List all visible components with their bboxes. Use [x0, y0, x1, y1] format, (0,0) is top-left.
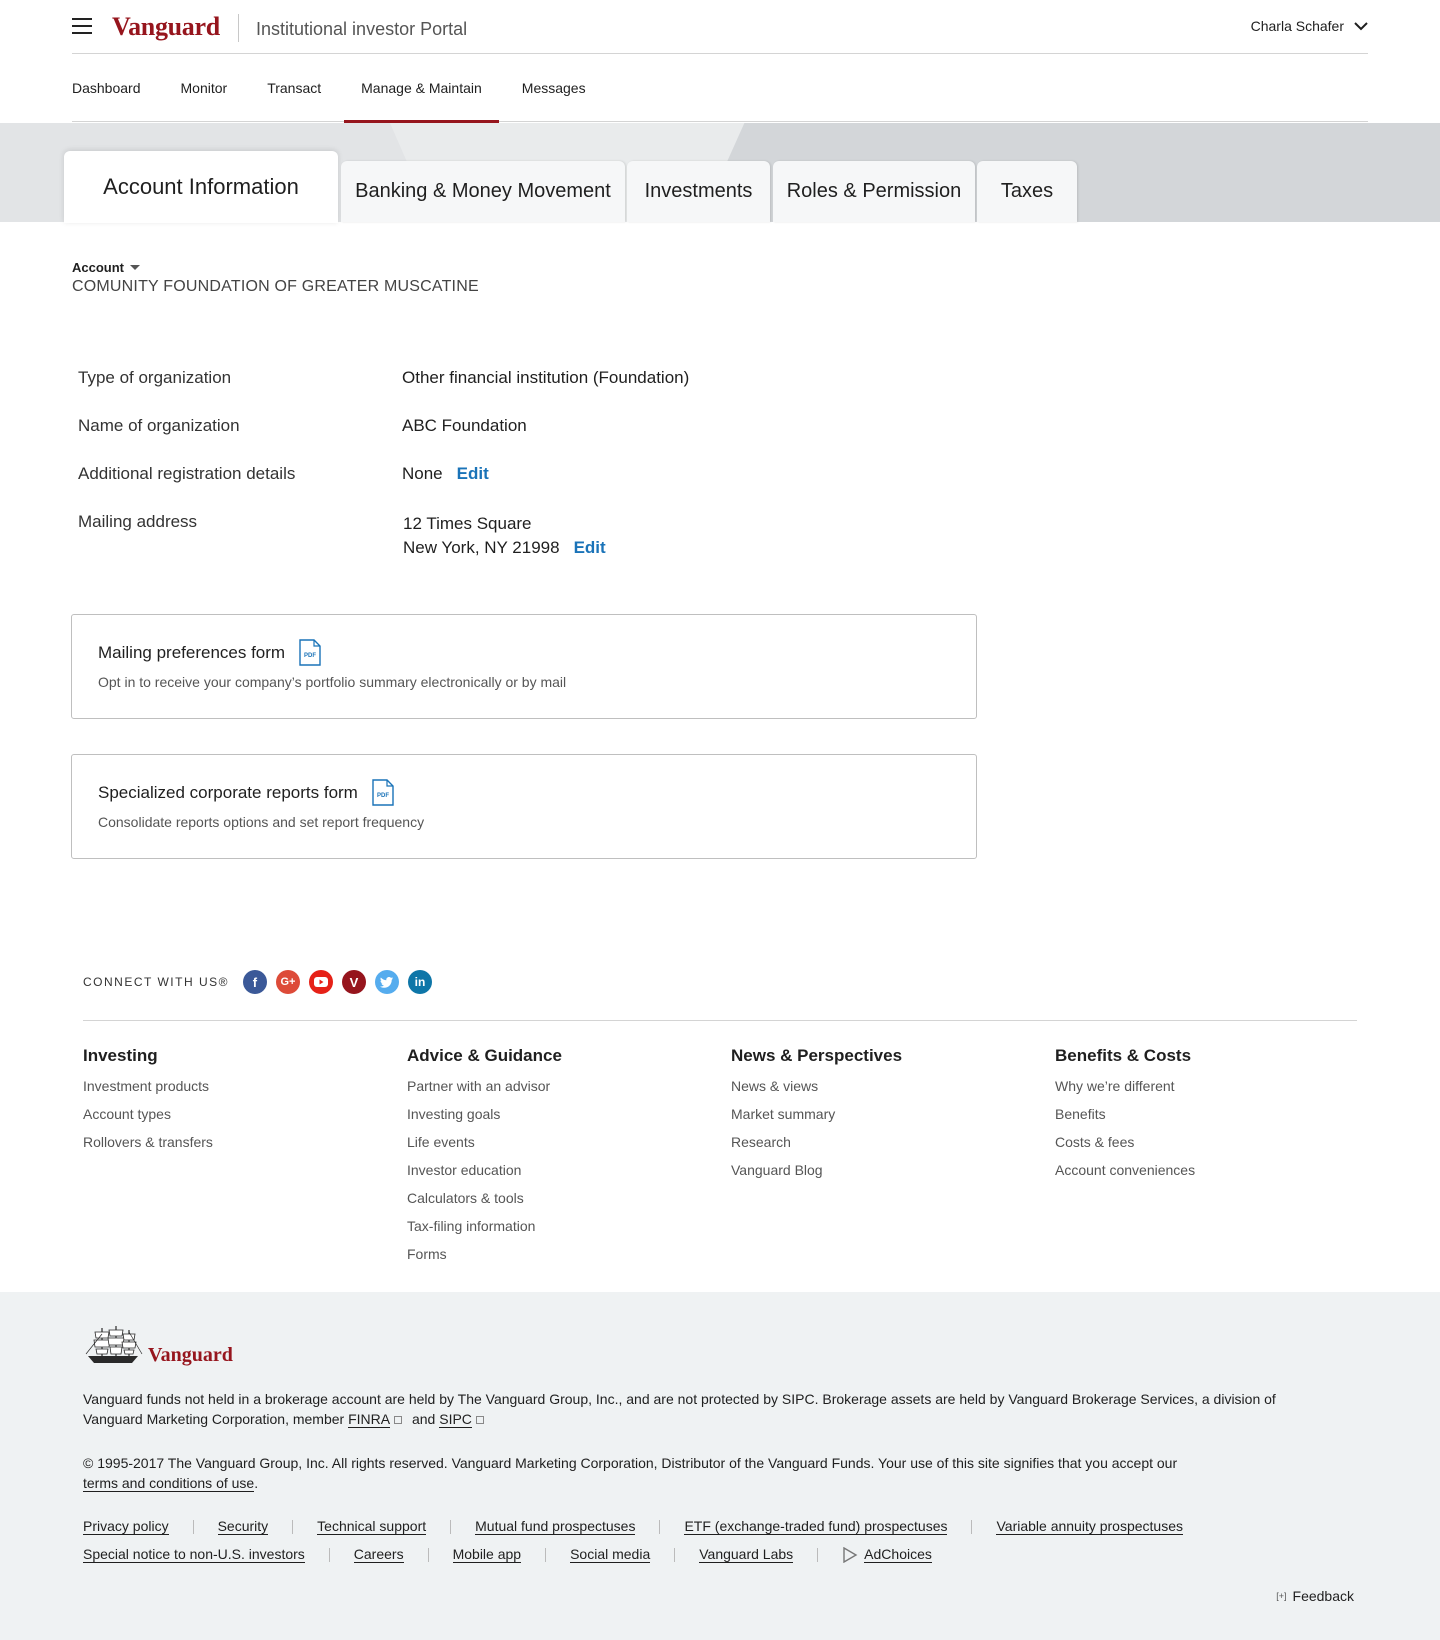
facebook-icon[interactable]: f [243, 970, 267, 994]
finra-link[interactable]: FINRA [348, 1411, 391, 1427]
card-title[interactable]: Mailing preferences form [98, 642, 286, 662]
youtube-icon[interactable] [309, 970, 333, 994]
feedback-icon: [+] [1276, 1591, 1287, 1601]
address-line-2: New York, NY 21998 [403, 538, 560, 557]
detail-value: Other financial institution (Foundation) [402, 368, 690, 387]
footer-col-heading: Investing [83, 1046, 158, 1065]
legal-paragraph-sipc [83, 1389, 1323, 1429]
caret-down-icon [130, 265, 140, 270]
external-link-icon [476, 1416, 484, 1424]
footer-link[interactable]: Life events [407, 1134, 475, 1150]
external-link-icon [394, 1416, 402, 1424]
footer-link[interactable]: Partner with an advisor [407, 1078, 551, 1094]
connect-with-us [83, 970, 441, 994]
footer-link[interactable]: Tax-filing information [407, 1218, 536, 1234]
tab-banking-money-movement[interactable]: Banking & Money Movement [341, 161, 625, 222]
footer-link[interactable]: Forms [407, 1246, 447, 1262]
social-media-link[interactable]: Social media [570, 1546, 651, 1562]
svg-text:PDF: PDF [376, 793, 389, 799]
tab-investments[interactable]: Investments [627, 161, 770, 222]
variable-annuity-prospectuses-link[interactable]: Variable annuity prospectuses [996, 1518, 1184, 1534]
svg-text:PDF: PDF [304, 653, 317, 659]
footer-link[interactable]: Investor education [407, 1162, 522, 1178]
legal-paragraph-copyright [83, 1453, 1203, 1493]
legal-period: . [254, 1475, 259, 1491]
security-link[interactable]: Security [217, 1518, 269, 1534]
technical-support-link[interactable]: Technical support [317, 1518, 427, 1534]
footer-link[interactable]: Benefits [1055, 1106, 1106, 1122]
account-name: COMUNITY FOUNDATION OF GREATER MUSCATINE [72, 278, 479, 295]
feedback-label: Feedback [1292, 1588, 1354, 1604]
non-us-investors-link[interactable]: Special notice to non-U.S. investors [83, 1546, 305, 1562]
google-plus-icon[interactable]: G+ [276, 970, 300, 994]
footer-link[interactable]: News & views [731, 1078, 819, 1094]
card-description: Opt in to receive your company’s portfolio summary electronically or by mail [98, 674, 567, 690]
user-menu[interactable] [1251, 18, 1368, 34]
legal-links-row-2 [83, 1546, 932, 1563]
tab-roles-permission[interactable]: Roles & Permission [773, 161, 975, 222]
user-name: Charla Schafer [1250, 18, 1344, 34]
careers-link[interactable]: Careers [353, 1546, 404, 1562]
linkedin-icon[interactable]: in [408, 970, 432, 994]
hamburger-menu-icon[interactable] [72, 18, 92, 34]
card-title-wrap [98, 639, 321, 666]
detail-label: Additional registration details [78, 464, 296, 483]
mutual-fund-prospectuses-link[interactable]: Mutual fund prospectuses [475, 1518, 636, 1534]
pdf-icon[interactable] [372, 779, 394, 806]
terms-link[interactable]: terms and conditions of use [83, 1475, 255, 1491]
nav-monitor[interactable]: Monitor [180, 80, 228, 96]
legal-links-row-1 [83, 1518, 1183, 1535]
legal-text: © 1995-2017 The Vanguard Group, Inc. All rights reserved. Vanguard Marketing Corporation, Distributor of the Vanguard Funds. Your use of this site signifies that you accept our [83, 1455, 1178, 1471]
footer-col-heading: Benefits & Costs [1055, 1046, 1192, 1065]
footer-link[interactable]: Costs & fees [1055, 1134, 1135, 1150]
logo-divider [238, 14, 239, 42]
vanguard-logo[interactable]: Vanguard [112, 12, 220, 41]
sipc-link[interactable]: SIPC [439, 1411, 472, 1427]
account-selector[interactable] [72, 260, 140, 275]
footer-col-heading: News & Perspectives [731, 1046, 903, 1065]
etf-prospectuses-link[interactable]: ETF (exchange-traded fund) prospectuses [684, 1518, 948, 1534]
footer-col-news [731, 1046, 902, 1188]
pdf-icon[interactable] [299, 639, 321, 666]
footer-link[interactable]: Account conveniences [1055, 1162, 1196, 1178]
footer-link[interactable]: Research [731, 1134, 791, 1150]
footer-col-benefits [1055, 1046, 1195, 1188]
legal-and: and [411, 1411, 436, 1427]
main-nav [72, 54, 1368, 122]
adchoices-icon [842, 1547, 858, 1563]
footer-link[interactable]: Vanguard Blog [731, 1162, 823, 1178]
account-label: Account [72, 260, 124, 275]
privacy-policy-link[interactable]: Privacy policy [83, 1518, 169, 1534]
ship-logo-icon [84, 1324, 144, 1366]
corporate-reports-card[interactable] [71, 754, 977, 859]
tab-account-information[interactable]: Account Information [64, 151, 338, 223]
footer-link[interactable]: Market summary [731, 1106, 836, 1122]
nav-dashboard[interactable]: Dashboard [72, 80, 141, 96]
footer-link[interactable]: Calculators & tools [407, 1190, 524, 1206]
mobile-app-link[interactable]: Mobile app [452, 1546, 522, 1562]
edit-address-link[interactable]: Edit [573, 538, 606, 557]
adchoices-link[interactable]: AdChoices [864, 1546, 932, 1562]
top-header [72, 0, 1368, 54]
mailing-address [403, 512, 1003, 560]
footer-link[interactable]: Why we’re different [1055, 1078, 1175, 1094]
tab-taxes[interactable]: Taxes [977, 161, 1077, 222]
footer-link[interactable]: Investment products [83, 1078, 210, 1094]
card-title[interactable]: Specialized corporate reports form [98, 782, 358, 802]
twitter-icon[interactable] [375, 970, 399, 994]
card-description: Consolidate reports options and set report frequency [98, 814, 425, 830]
footer-brand: Vanguard [148, 1344, 233, 1366]
vanguard-blog-icon[interactable]: V [342, 970, 366, 994]
edit-registration-link[interactable]: Edit [456, 464, 489, 483]
detail-value: None [402, 464, 443, 483]
footer-link[interactable]: Account types [83, 1106, 171, 1122]
nav-transact[interactable]: Transact [267, 80, 322, 96]
footer-col-investing [83, 1046, 213, 1160]
address-line-1: 12 Times Square [403, 514, 532, 533]
card-title-wrap [98, 779, 394, 806]
connect-label: CONNECT WITH US® [83, 975, 229, 989]
address-line-2-wrap [403, 536, 1003, 560]
detail-label: Type of organization [78, 368, 232, 387]
nav-messages[interactable]: Messages [521, 80, 586, 96]
feedback-button[interactable] [1276, 1588, 1354, 1604]
footer-col-advice [407, 1046, 562, 1272]
footer-link[interactable]: Rollovers & transfers [83, 1134, 213, 1150]
legal-footer [0, 1292, 1440, 1640]
footer-divider [83, 1020, 1357, 1021]
chevron-down-icon [1354, 22, 1368, 31]
detail-value-wrap [402, 464, 1002, 484]
legal-text: Vanguard funds not held in a brokerage account are held by The Vanguard Group, Inc., and are not protected by SIPC. Brokerage assets are held by Vanguard Brokerage Services, a division of Vanguard Marketing Corporation, member [83, 1391, 1276, 1427]
detail-label: Name of organization [78, 416, 240, 435]
nav-manage-maintain[interactable]: Manage & Maintain [361, 54, 482, 122]
vanguard-labs-link[interactable]: Vanguard Labs [699, 1546, 794, 1562]
detail-value: ABC Foundation [402, 416, 527, 435]
mailing-preferences-card[interactable] [71, 614, 977, 719]
footer-link[interactable]: Investing goals [407, 1106, 501, 1122]
portal-title: Institutional investor Portal [256, 19, 468, 39]
footer-col-heading: Advice & Guidance [407, 1046, 562, 1065]
detail-label: Mailing address [78, 512, 198, 531]
